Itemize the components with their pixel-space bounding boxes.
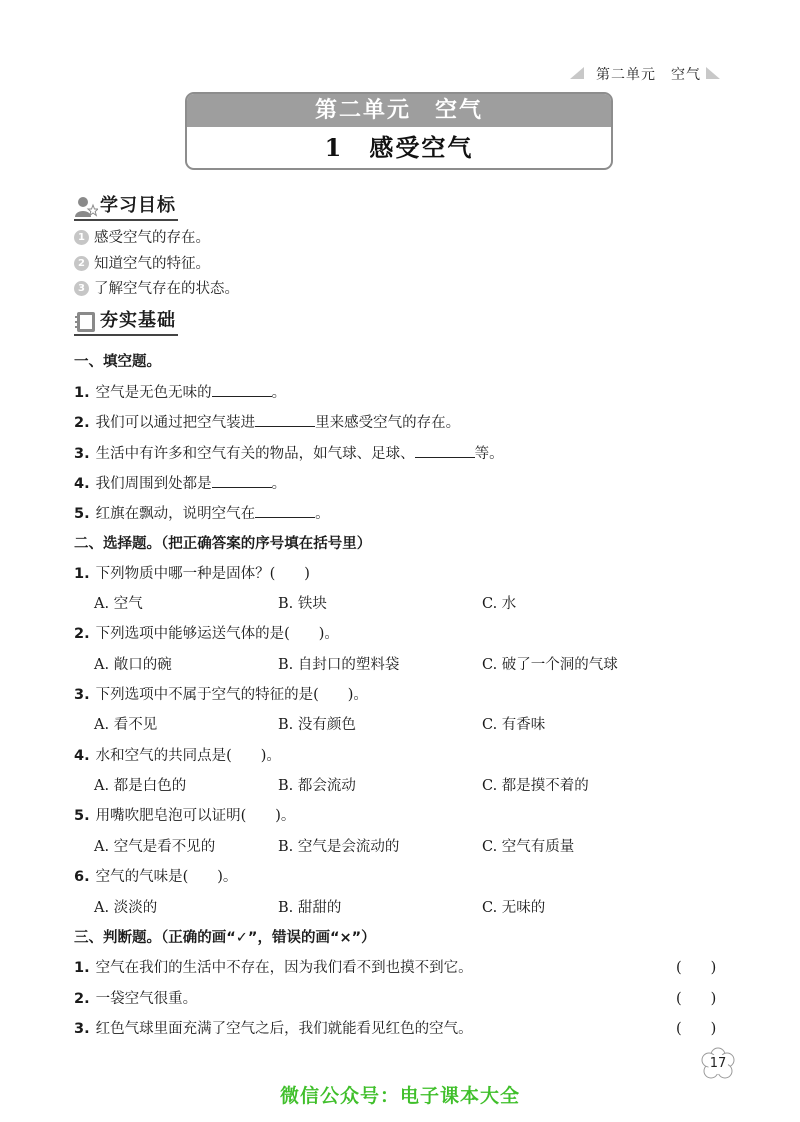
choice-option-a[interactable]: A. 看不见 bbox=[94, 717, 158, 733]
objective-number-badge: 3 bbox=[74, 281, 89, 296]
objective-text: 知道空气的特征。 bbox=[94, 256, 210, 272]
question-text-end: 等。 bbox=[474, 446, 504, 462]
basics-heading bbox=[74, 309, 184, 335]
question-stem: 空气的气味是( )。 bbox=[95, 869, 238, 885]
choice-option-b[interactable]: B. 甜甜的 bbox=[278, 900, 342, 916]
title-box bbox=[185, 92, 613, 170]
judge-question bbox=[74, 989, 197, 1009]
choice-option-a[interactable]: A. 都是白色的 bbox=[94, 778, 187, 794]
question-number: 4. bbox=[74, 748, 90, 764]
choice-option-c[interactable]: C. 空气有质量 bbox=[482, 839, 575, 855]
fill-blank-question bbox=[74, 412, 460, 433]
watermark: 微信公众号：电子课本大全 bbox=[279, 1085, 520, 1107]
question-stem: 水和空气的共同点是( )。 bbox=[95, 748, 281, 764]
fill-blank-question bbox=[74, 382, 286, 403]
question-text-end: 。 bbox=[271, 385, 287, 401]
question-text: 我们可以通过把空气装进 bbox=[95, 415, 256, 431]
question-number: 1. bbox=[74, 385, 90, 401]
question-number: 6. bbox=[74, 869, 90, 885]
question-number: 3. bbox=[74, 446, 90, 462]
fill-blank-title: 一、填空题。 bbox=[74, 354, 161, 370]
question-number: 1. bbox=[74, 566, 90, 582]
notebook-icon bbox=[74, 311, 98, 333]
question-text: 红旗在飘动，说明空气在 bbox=[95, 506, 256, 522]
choice-question bbox=[74, 685, 368, 705]
question-text: 我们周围到处都是 bbox=[95, 476, 212, 492]
choice-option-b[interactable]: B. 没有颜色 bbox=[278, 717, 356, 733]
choice-question bbox=[74, 746, 281, 766]
question-stem: 下列选项中不属于空气的特征的是( )。 bbox=[95, 687, 368, 703]
question-text: 空气是无色无味的 bbox=[95, 385, 212, 401]
judge-question bbox=[74, 1019, 473, 1039]
running-header-title: 第二单元 空气 bbox=[596, 67, 701, 83]
objective-text: 了解空气存在的状态。 bbox=[94, 281, 239, 297]
answer-parentheses[interactable]: ( ) bbox=[676, 1021, 717, 1037]
answer-blank[interactable] bbox=[415, 443, 475, 458]
choice-option-a[interactable]: A. 空气是看不见的 bbox=[94, 839, 216, 855]
choice-option-c[interactable]: C. 水 bbox=[482, 596, 517, 612]
judge-title: 三、判断题。（正确的画“✓”，错误的画“×”） bbox=[74, 930, 376, 946]
choice-option-c[interactable]: C. 无味的 bbox=[482, 900, 546, 916]
basics-heading-label: 夯实基础 bbox=[100, 310, 176, 331]
choice-title: 二、选择题。（把正确答案的序号填在括号里） bbox=[74, 536, 372, 552]
judge-question bbox=[74, 958, 473, 978]
choice-option-a[interactable]: A. 敞口的碗 bbox=[94, 657, 172, 673]
answer-blank[interactable] bbox=[212, 473, 272, 488]
choice-option-b[interactable]: B. 空气是会流动的 bbox=[278, 839, 400, 855]
unit-title: 第二单元 空气 bbox=[187, 94, 611, 127]
question-text: 空气在我们的生活中不存在，因为我们看不到也摸不到它。 bbox=[95, 960, 473, 976]
objective-text: 感受空气的存在。 bbox=[94, 230, 210, 246]
running-header bbox=[566, 64, 736, 84]
choice-option-a[interactable]: A. 空气 bbox=[94, 596, 143, 612]
page-number: 17 bbox=[709, 1056, 727, 1071]
question-number: 1. bbox=[74, 960, 90, 976]
fill-blank-question bbox=[74, 443, 504, 464]
question-text: 一袋空气很重。 bbox=[95, 991, 198, 1007]
question-number: 2. bbox=[74, 991, 90, 1007]
question-number: 5. bbox=[74, 808, 90, 824]
question-stem: 下列选项中能够运送气体的是( )。 bbox=[95, 626, 339, 642]
question-number: 3. bbox=[74, 1021, 90, 1037]
question-number: 2. bbox=[74, 415, 90, 431]
choice-question bbox=[74, 867, 237, 887]
question-number: 2. bbox=[74, 626, 90, 642]
page-number-badge bbox=[698, 1046, 738, 1082]
objective-number-badge: 1 bbox=[74, 230, 89, 245]
choice-option-c[interactable]: C. 有香味 bbox=[482, 717, 546, 733]
question-text-end: 里来感受空气的存在。 bbox=[315, 415, 461, 431]
choice-option-b[interactable]: B. 铁块 bbox=[278, 596, 327, 612]
answer-blank[interactable] bbox=[255, 503, 315, 518]
objectives-underline bbox=[74, 219, 178, 221]
question-text: 生活中有许多和空气有关的物品，如气球、足球、 bbox=[95, 446, 415, 462]
question-stem: 下列物质中哪一种是固体？( ) bbox=[95, 566, 310, 582]
answer-blank[interactable] bbox=[255, 412, 315, 427]
learner-star-icon bbox=[74, 196, 98, 218]
question-number: 3. bbox=[74, 687, 90, 703]
choice-option-c[interactable]: C. 都是摸不着的 bbox=[482, 778, 589, 794]
choice-option-c[interactable]: C. 破了一个洞的气球 bbox=[482, 657, 618, 673]
answer-parentheses[interactable]: ( ) bbox=[676, 960, 717, 976]
question-text-end: 。 bbox=[315, 506, 330, 522]
fill-blank-question bbox=[74, 503, 330, 524]
question-stem: 用嘴吹肥皂泡可以证明( )。 bbox=[95, 808, 296, 824]
choice-question bbox=[74, 806, 295, 826]
choice-question bbox=[74, 564, 310, 584]
basics-underline bbox=[74, 334, 178, 336]
choice-option-b[interactable]: B. 都会流动 bbox=[278, 778, 356, 794]
choice-option-b[interactable]: B. 自封口的塑料袋 bbox=[278, 657, 400, 673]
objective-number-badge: 2 bbox=[74, 256, 89, 271]
choice-option-a[interactable]: A. 淡淡的 bbox=[94, 900, 158, 916]
question-number: 4. bbox=[74, 476, 90, 492]
header-left-triangle bbox=[570, 67, 584, 79]
lesson-title: 1 感受空气 bbox=[324, 133, 474, 162]
answer-blank[interactable] bbox=[212, 382, 272, 397]
answer-parentheses[interactable]: ( ) bbox=[676, 991, 717, 1007]
question-text-end: 。 bbox=[271, 476, 287, 492]
question-text: 红色气球里面充满了空气之后，我们就能看见红色的空气。 bbox=[95, 1021, 473, 1037]
choice-question bbox=[74, 624, 339, 644]
fill-blank-question bbox=[74, 473, 286, 494]
objectives-heading bbox=[74, 194, 184, 220]
question-number: 5. bbox=[74, 506, 90, 522]
objectives-heading-label: 学习目标 bbox=[100, 195, 176, 216]
header-right-triangle bbox=[706, 67, 720, 79]
